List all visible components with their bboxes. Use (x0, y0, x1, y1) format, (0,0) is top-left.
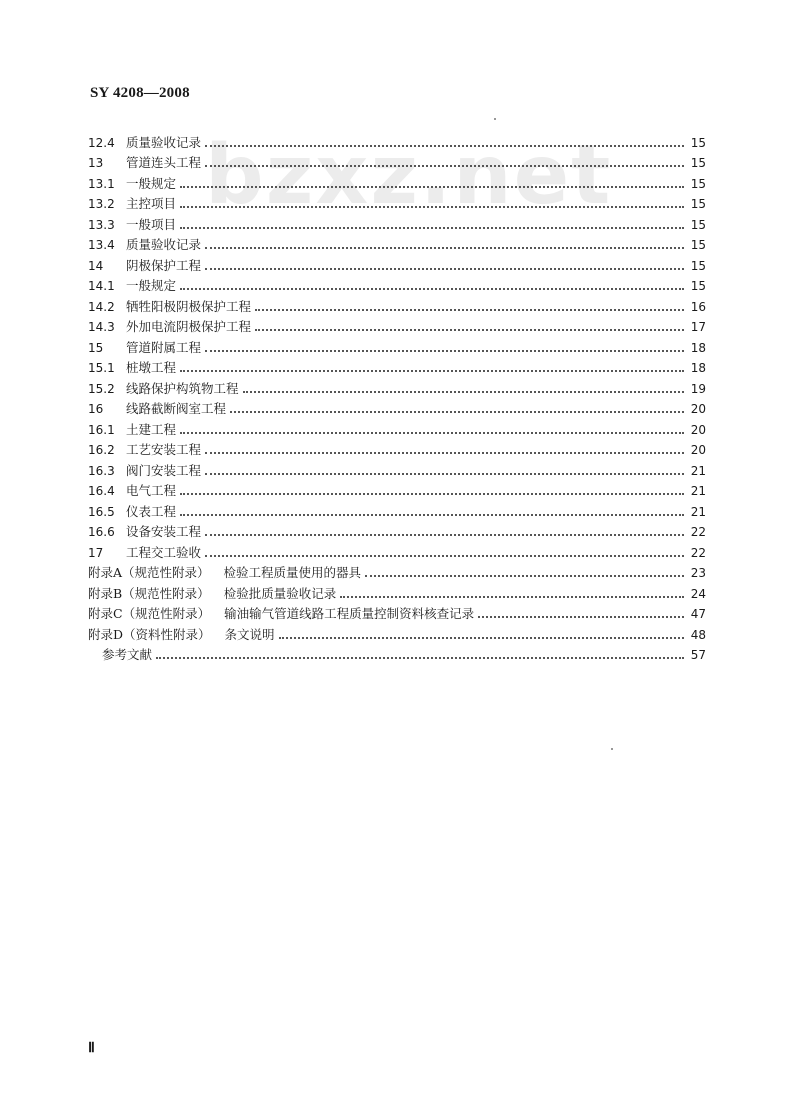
toc-entry-page: 18 (690, 340, 706, 355)
toc-entry-page: 21 (690, 463, 706, 478)
toc-entry-page: 20 (690, 443, 706, 457)
toc-entry (88, 580, 706, 601)
page-number-footer: Ⅱ (88, 1041, 95, 1056)
dot-leader (205, 164, 684, 167)
scan-speck (611, 748, 613, 750)
dot-leader (365, 574, 684, 577)
dot-leader (205, 472, 684, 475)
toc-entry (88, 478, 706, 499)
toc-entry-page: 57 (690, 648, 706, 662)
toc-entry-number: 16.1 (88, 422, 115, 437)
toc-entry (88, 539, 706, 560)
toc-entry-title: 质量验收记录 (126, 134, 202, 150)
toc-entry-number: 附录C（规范性附录） (88, 606, 211, 621)
toc-entry-title: 输油输气管道线路工程质量控制资料核查记录 (224, 606, 475, 621)
toc-entry (88, 211, 706, 232)
toc-entry-page: 19 (690, 381, 706, 396)
toc-entry (88, 150, 706, 171)
toc-entry-number: 17 (88, 545, 104, 560)
toc-entry-title: 主控项目 (126, 196, 177, 211)
document-code-header: SY 4208—2008 (90, 85, 190, 101)
toc-entry (88, 416, 706, 437)
toc-entry-number: 13.3 (88, 217, 115, 232)
dot-leader (180, 226, 684, 229)
toc-entry-page: 15 (690, 217, 706, 232)
toc-entry-title: 线路截断阀室工程 (126, 401, 227, 416)
toc-entry-number: 14.1 (88, 279, 115, 293)
toc-entry (88, 396, 706, 417)
watermark: bzxz.net (205, 128, 613, 223)
toc-entry-title: 线路保护构筑物工程 (126, 380, 239, 396)
dot-leader (205, 267, 684, 270)
toc-entry-number: 16.3 (88, 463, 115, 478)
toc-entry-title: 电气工程 (126, 483, 177, 498)
toc-entry-page: 15 (690, 279, 706, 293)
toc-entry-page: 24 (690, 586, 706, 601)
toc-entry-title: 外加电流阴极保护工程 (126, 319, 252, 334)
dot-leader (243, 390, 684, 393)
toc-entry (88, 519, 706, 540)
toc-entry-number: 附录D（资料性附录） (88, 626, 211, 642)
toc-entry-page: 23 (690, 566, 706, 580)
toc-entry-number: 14.2 (88, 299, 115, 314)
dot-leader (180, 513, 684, 516)
dot-leader (180, 185, 684, 188)
toc-entry-title: 阀门安装工程 (126, 462, 202, 478)
toc-entry-title: 管道连头工程 (126, 155, 202, 170)
toc-entry-page: 17 (690, 320, 706, 334)
toc-entry-number: 15.1 (88, 361, 115, 375)
dot-leader (205, 451, 684, 454)
dot-leader (205, 349, 684, 352)
toc-entry-page: 22 (690, 545, 706, 560)
toc-entry (88, 498, 706, 519)
toc-entry-number: 13.2 (88, 197, 115, 211)
toc-entry (88, 601, 706, 622)
toc-entry-title: 管道附属工程 (126, 339, 202, 355)
toc-entry (88, 232, 706, 253)
toc-entry-number: 15.2 (88, 381, 115, 396)
dot-leader (478, 615, 684, 618)
toc-entry (88, 560, 706, 581)
toc-entry-title: 条文说明 (224, 626, 275, 642)
dot-leader (340, 595, 684, 598)
toc-entry-title: 工艺安装工程 (126, 442, 202, 457)
toc-entry-page: 22 (690, 525, 706, 539)
toc-entry-page: 47 (690, 607, 706, 621)
dot-leader (180, 492, 684, 495)
toc-entry-number: 13.4 (88, 238, 115, 252)
dot-leader (279, 636, 684, 639)
toc-entry (88, 252, 706, 273)
toc-entry-number: 16.5 (88, 504, 115, 519)
toc-entry (88, 355, 706, 376)
dot-leader (230, 410, 684, 413)
toc-entry (88, 314, 706, 335)
toc-entry-number: 14.3 (88, 320, 115, 334)
dot-leader (180, 431, 684, 434)
toc-entry-title: 设备安装工程 (126, 524, 202, 539)
toc-entry-page: 18 (690, 361, 706, 375)
toc-entry (88, 293, 706, 314)
toc-entry (88, 334, 706, 355)
toc-entry-page: 21 (690, 484, 706, 498)
toc-entry-number: 附录A（规范性附录） (88, 565, 210, 580)
toc-entry-number: 16 (88, 402, 104, 416)
toc-entry (88, 457, 706, 478)
dot-leader (255, 308, 684, 311)
toc-entry-title: 一般规定 (126, 278, 177, 293)
toc-entry-title: 阴极保护工程 (126, 257, 202, 273)
toc-entry (88, 375, 706, 396)
toc-entry-title: 参考文献 (102, 647, 153, 662)
toc-entry-page: 16 (690, 299, 706, 314)
toc-entry (88, 621, 706, 642)
dot-leader (205, 554, 684, 557)
toc-entry-title: 工程交工验收 (126, 544, 202, 560)
toc-entry-title: 牺牲阳极阴极保护工程 (126, 298, 252, 314)
dot-leader (180, 287, 684, 290)
toc-entry (88, 273, 706, 294)
toc-entry-number: 14 (88, 258, 104, 273)
toc-entry-title: 仪表工程 (126, 503, 177, 519)
dot-leader (205, 144, 684, 147)
toc-entry-title: 一般项目 (126, 216, 177, 232)
dot-leader (180, 205, 684, 208)
dot-leader (205, 533, 684, 536)
toc-entry-number: 16.6 (88, 525, 115, 539)
toc-entry-number: 13 (88, 156, 104, 170)
toc-entry-title: 检验工程质量使用的器具 (223, 565, 362, 580)
toc-entry (88, 170, 706, 191)
toc-entry-number: 16.2 (88, 443, 115, 457)
dot-leader (205, 246, 684, 249)
toc-entry-page: 20 (690, 422, 706, 437)
toc-entry (88, 437, 706, 458)
dot-leader (156, 656, 684, 659)
dot-leader (180, 369, 684, 372)
toc-entry-page: 15 (690, 156, 706, 170)
toc-entry-title: 土建工程 (126, 421, 177, 437)
toc-entry (88, 642, 706, 663)
table-of-contents (88, 129, 706, 662)
toc-entry-title: 桩墩工程 (126, 360, 177, 375)
toc-entry-number: 12.4 (88, 135, 115, 150)
toc-entry-page: 15 (690, 197, 706, 211)
toc-entry-page: 15 (690, 176, 706, 191)
toc-entry-title: 质量验收记录 (126, 237, 202, 252)
toc-entry-page: 21 (690, 504, 706, 519)
toc-entry (88, 129, 706, 150)
toc-entry-number: 16.4 (88, 484, 115, 498)
toc-entry-number: 附录B（规范性附录） (88, 585, 210, 601)
toc-entry-page: 15 (690, 258, 706, 273)
toc-entry-number: 15 (88, 340, 104, 355)
toc-entry-title: 检验批质量验收记录 (223, 585, 337, 601)
toc-entry-number: 13.1 (88, 176, 115, 191)
toc-entry-page: 15 (690, 238, 706, 252)
toc-entry-page: 20 (690, 402, 706, 416)
toc-entry-title: 一般规定 (126, 175, 177, 191)
dot-leader (255, 328, 684, 331)
toc-entry (88, 191, 706, 212)
scan-speck (494, 118, 496, 120)
toc-entry-page: 48 (690, 627, 706, 642)
toc-entry-page: 15 (690, 135, 706, 150)
